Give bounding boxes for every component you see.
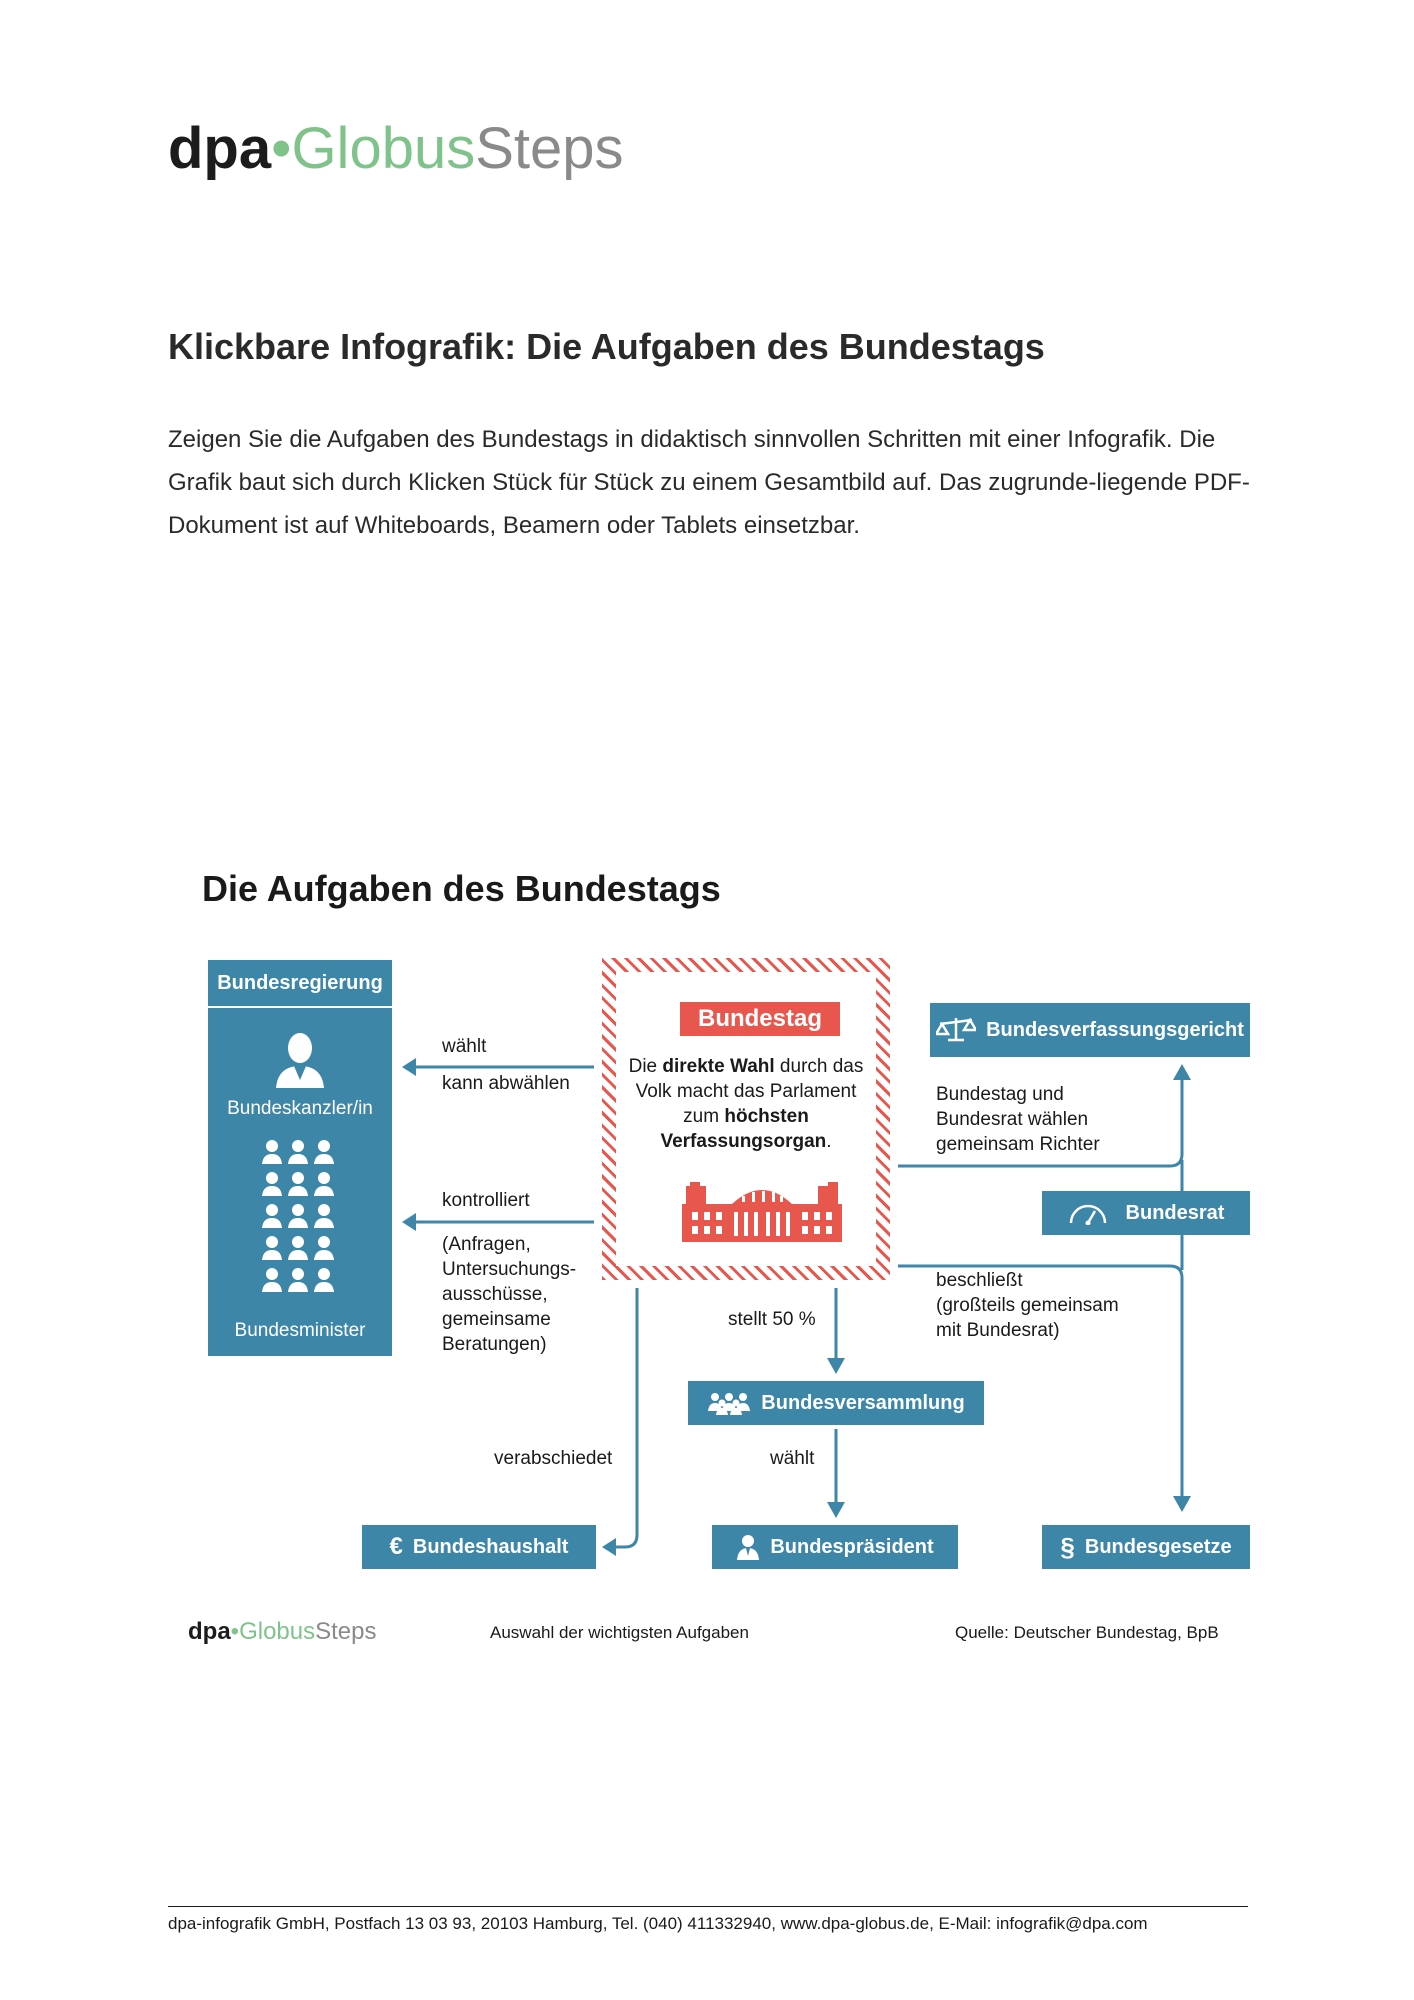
arrow-verabschiedet (612, 1288, 637, 1547)
page-title: Klickbare Infografik: Die Aufgaben des Bundestags (168, 326, 1045, 367)
diagram-source: Quelle: Deutscher Bundestag, BpB (955, 1623, 1219, 1642)
beschliesst-line: (großteils gemeinsam (936, 1295, 1119, 1316)
kontrolle-line: (Anfragen, (442, 1234, 531, 1255)
label-kontrolliert: kontrolliert (442, 1190, 530, 1211)
footer-address: dpa-infografik GmbH, Postfach 13 03 93, 20103 Hamburg, Tel. (040) 411332940, www.dpa-globus.de, E-Mail: infografik@dpa.com (168, 1914, 1148, 1933)
label-beschliesst (936, 1268, 1119, 1343)
bundespraesident-node (712, 1525, 958, 1569)
bundeshaushalt-node (362, 1525, 596, 1569)
richter-line: gemeinsam Richter (936, 1134, 1100, 1155)
kanzler-label: Bundeskanzler/in (227, 1098, 373, 1119)
bundestag-inner (616, 972, 876, 1266)
scales-icon (936, 1016, 976, 1044)
beschliesst-line: beschließt (936, 1270, 1023, 1291)
minister-label: Bundesminister (234, 1320, 366, 1341)
footer-logo-dot: • (230, 1618, 240, 1645)
arrowhead-kontrolliert (402, 1213, 416, 1231)
bundespraesident-label: Bundespräsident (770, 1535, 934, 1558)
desc-part-2: durch das Volk macht das Parlament zum (635, 1056, 864, 1127)
bundesversammlung-node (688, 1381, 984, 1425)
intro-text: Zeigen Sie die Aufgaben des Bundestags in didaktisch sinnvollen Schritten mit einer Infografik. Die Grafik baut sich durch Klicken Stück für Stück zu einem Gesamtbild auf. Das zugrunde-liegende PDF-Dokument ist auf Whiteboards, Beamern oder Tablets einsetzbar. (168, 426, 1250, 539)
bundesversammlung-label: Bundesversammlung (761, 1391, 965, 1414)
arrowhead-waehlt-praesident (827, 1502, 845, 1518)
footer-logo-dpa: dpa (188, 1618, 231, 1645)
bundesregierung-box (208, 1008, 392, 1356)
diagram-note: Auswahl der wichtigsten Aufgaben (490, 1623, 749, 1642)
paragraph-icon: § (1060, 1531, 1075, 1562)
logo-globus: Globus (291, 116, 476, 181)
logo-dpa: dpa (168, 116, 272, 181)
bundesregierung-header: Bundesregierung (208, 960, 392, 1006)
footer-divider (168, 1906, 1248, 1907)
label-kontrolle-detail (442, 1232, 576, 1357)
kontrolle-line: gemeinsame (442, 1309, 551, 1330)
desc-bold-1: direkte Wahl (662, 1056, 775, 1077)
arrowhead-stellt (827, 1358, 845, 1374)
label-waehlt-praesident: wählt (770, 1448, 815, 1469)
arrowhead-waehlt (402, 1058, 416, 1076)
gauge-icon (1068, 1201, 1108, 1225)
bundeshaushalt-label: Bundeshaushalt (412, 1535, 569, 1558)
arrowhead-beschliesst (1173, 1496, 1191, 1512)
footer-logo-globus: Globus (239, 1618, 316, 1645)
richter-line: Bundesrat wählen (936, 1109, 1089, 1130)
bundesverfassungsgericht-node (930, 1003, 1250, 1057)
bundesgesetze-label: Bundesgesetze (1084, 1535, 1232, 1558)
desc-part-3: . (826, 1131, 832, 1152)
label-stellt: stellt 50 % (728, 1309, 816, 1330)
kontrolle-line: ausschüsse, (442, 1284, 548, 1305)
desc-bold-2: höchsten Verfassungsorgan (660, 1106, 827, 1152)
kontrolle-line: Beratungen) (442, 1334, 547, 1355)
desc-part-1: Die (628, 1056, 663, 1077)
label-waehlt: wählt (442, 1036, 487, 1057)
logo-steps: Steps (475, 116, 624, 181)
bundesgesetze-node (1042, 1525, 1250, 1569)
kontrolle-line: Untersuchungs- (442, 1259, 577, 1280)
label-kann-abwaehlen: kann abwählen (442, 1073, 570, 1094)
people-group-icon (707, 1391, 751, 1415)
minister-group-icon (260, 1138, 340, 1308)
footer-brand-logo (188, 1618, 377, 1646)
kanzler-person-icon (270, 1030, 330, 1090)
richter-line: Bundestag und (936, 1084, 1064, 1105)
bundesrat-node (1042, 1191, 1250, 1235)
label-richter (936, 1082, 1100, 1157)
arrowhead-richter (1173, 1064, 1191, 1080)
person-icon (736, 1534, 760, 1560)
bundestag-box (602, 958, 890, 1280)
diagram-title: Die Aufgaben des Bundestags (202, 868, 721, 909)
logo-dot: • (271, 116, 292, 181)
euro-icon: € (389, 1533, 403, 1560)
bundestag-badge: Bundestag (680, 1002, 840, 1036)
beschliesst-line: mit Bundesrat) (936, 1320, 1060, 1341)
footer-logo-steps: Steps (315, 1618, 377, 1645)
bundestag-description (616, 1054, 876, 1154)
reichstag-building-icon (682, 1182, 842, 1242)
bvg-label: Bundesverfassungsgericht (986, 1018, 1244, 1041)
bundesrat-label: Bundesrat (1125, 1201, 1225, 1224)
arrowhead-verabschiedet (602, 1538, 616, 1556)
label-verabschiedet: verabschiedet (494, 1448, 613, 1469)
